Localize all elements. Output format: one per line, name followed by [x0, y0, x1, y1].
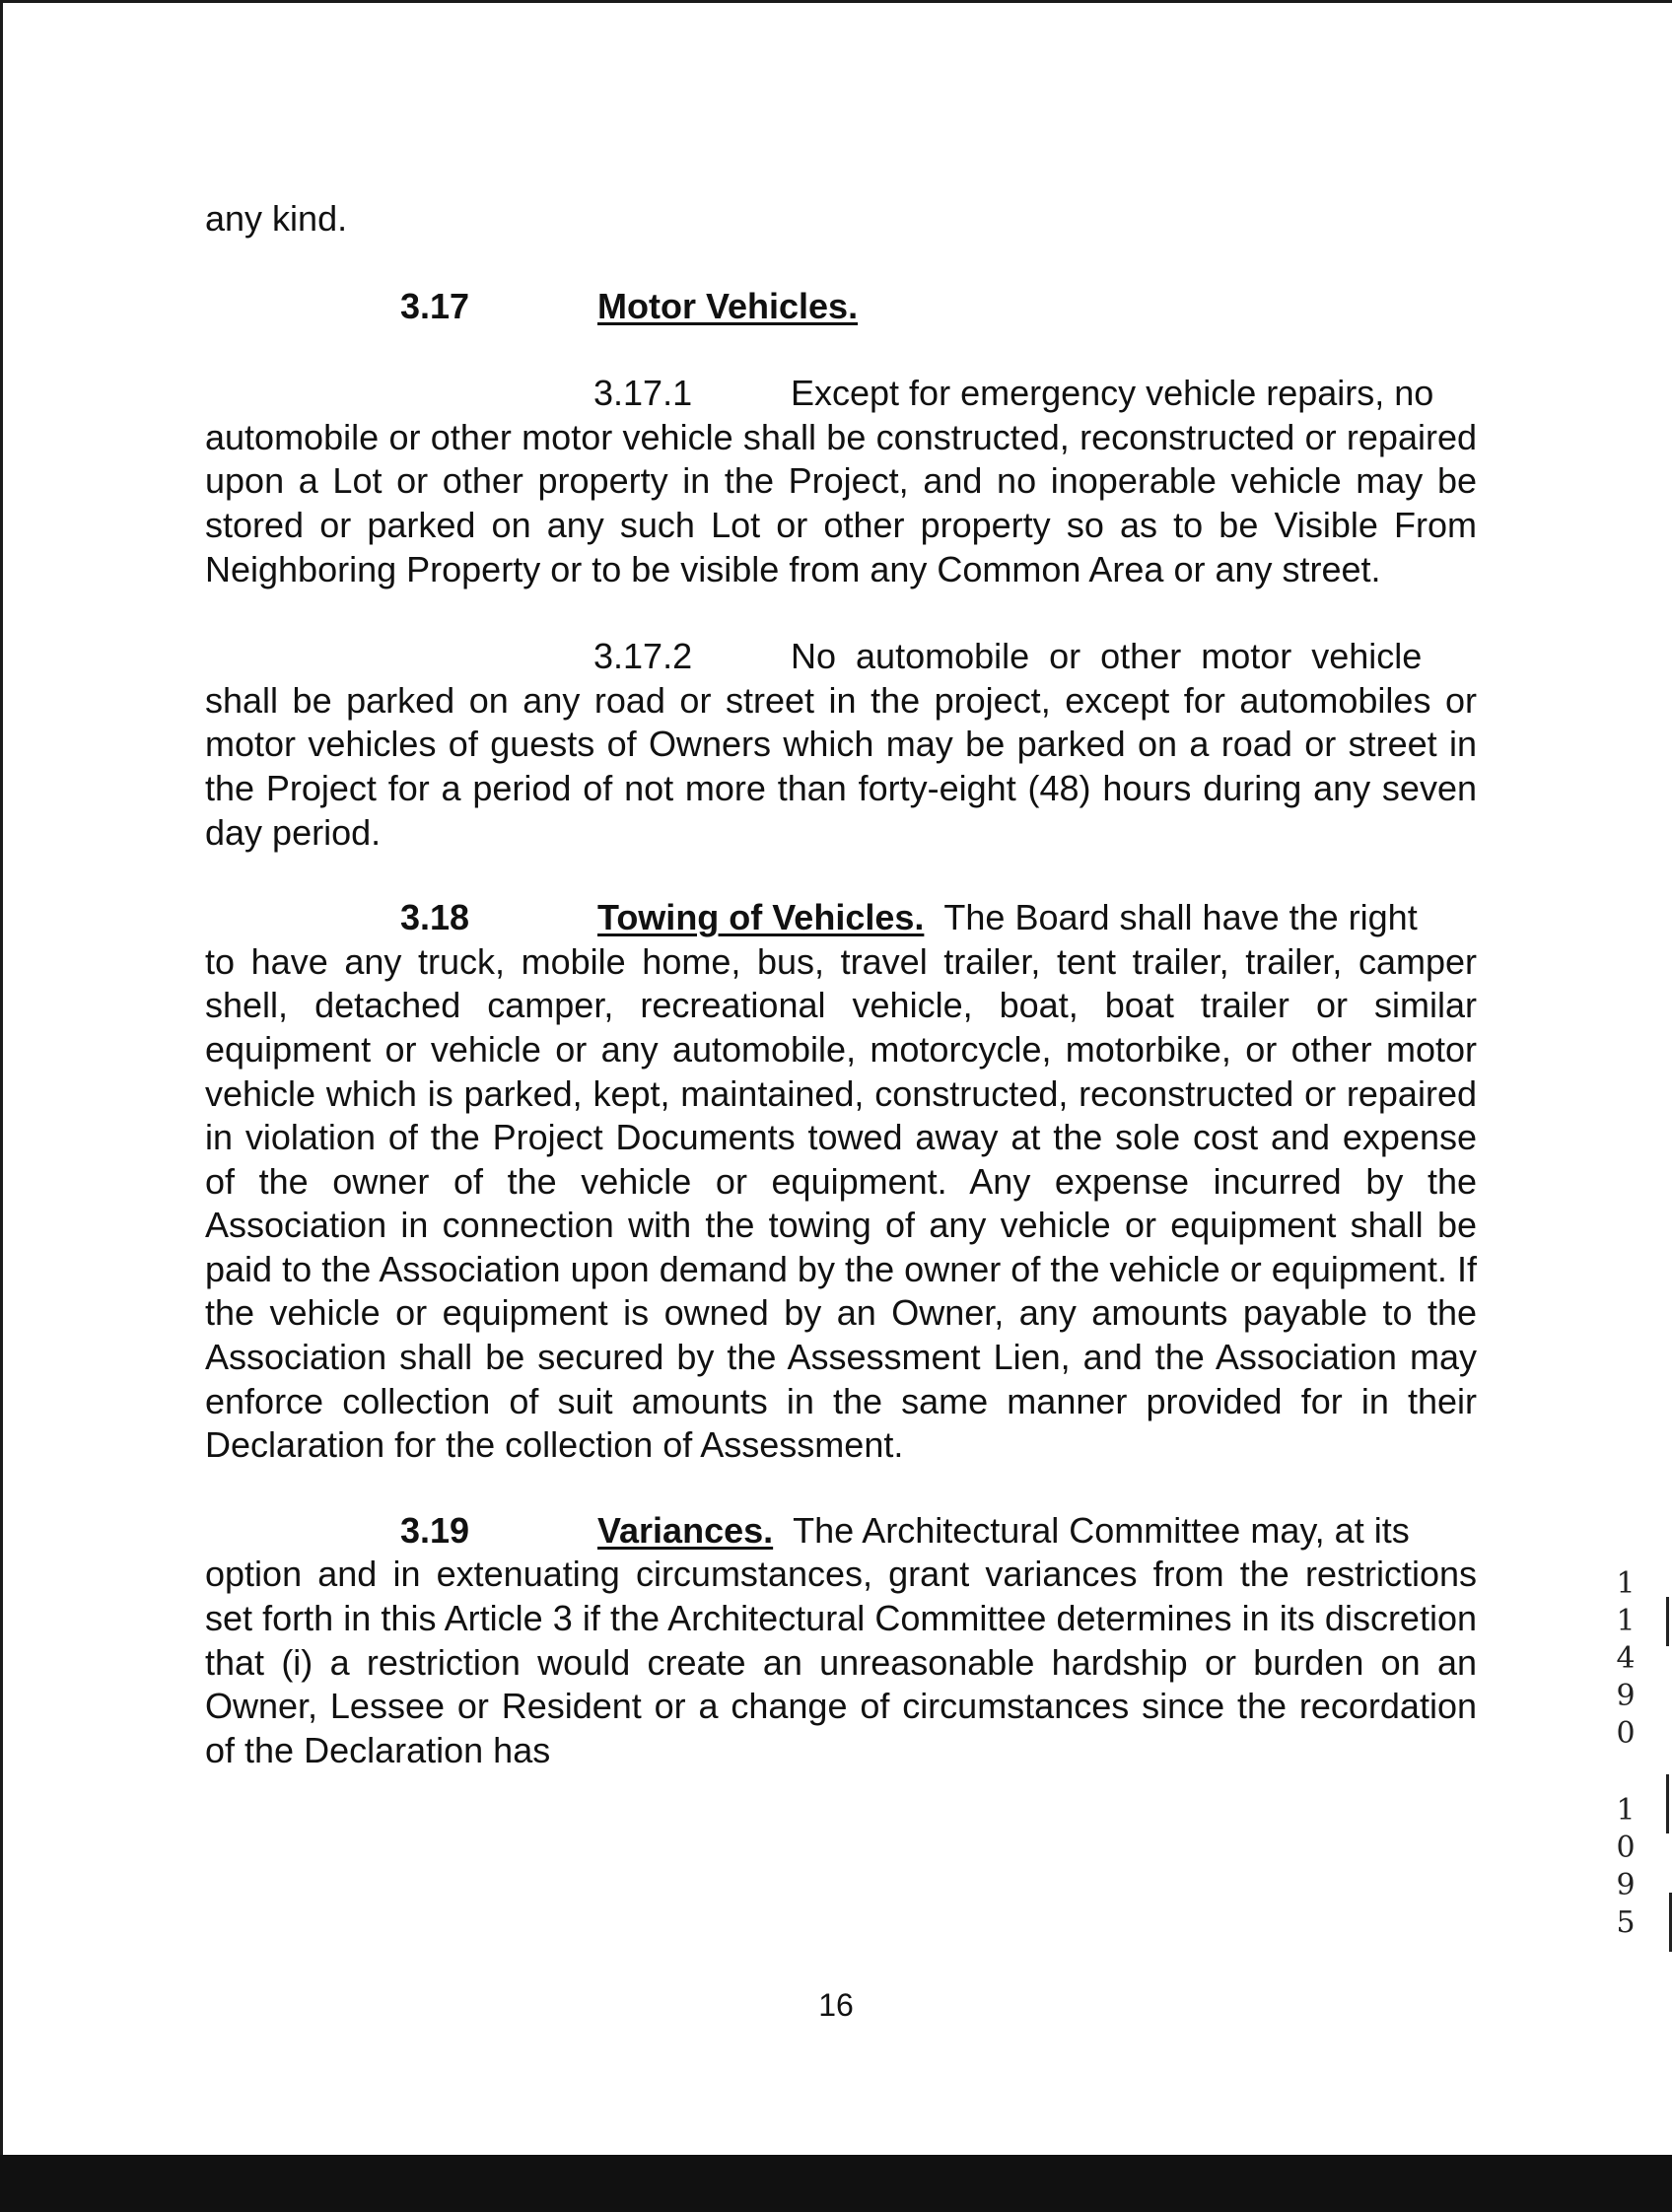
section-3-19-heading: [205, 1509, 1477, 1554]
paragraph-3-17-1: [205, 372, 1477, 416]
section-number: 3.18: [400, 897, 470, 938]
section-number: 3.17: [400, 285, 470, 326]
stamp-digit: 0: [1616, 1831, 1636, 1865]
section-lead: The Architectural Committee may, at its: [793, 1509, 1410, 1551]
subsection-number: 3.17.1: [593, 373, 693, 414]
section-title: Motor Vehicles.: [597, 285, 859, 326]
scan-edge-mark: [1666, 1774, 1669, 1833]
stamp-digit: 0: [1616, 1716, 1636, 1751]
section-title: Towing of Vehicles.: [597, 897, 925, 938]
intro-text: any kind.: [205, 198, 348, 239]
section-title: Variances.: [597, 1509, 774, 1551]
stamp-digit: 1: [1616, 1793, 1636, 1828]
stamp-digit: 9: [1616, 1868, 1636, 1902]
section-3-18-body: to have any truck, mobile home, bus, travel trailer, tent trailer, trailer, camper shell, detached camper, recreational vehicle, boat, boat trailer or similar equipment or vehicle or any automobile, motorcycle, motorbike, or other motor vehicle which is parked, kept, maintained, constructed, reconstructed or repaired in violation of the Project Documents towed away at the sole cost and expense of the owner of the vehicle or equipment. Any expense incurred by the Association in connection with the towing of any vehicle or equipment shall be paid to the Association upon demand by the owner of the vehicle or equipment. If the vehicle or equipment is owned by an Owner, any amounts payable to the Association shall be secured by the Assessment Lien, and the Association may enforce collection of suit amounts in the same manner provided for in their Declaration for the collection of Assessment.: [205, 940, 1477, 1466]
scan-edge-left: [0, 0, 3, 2212]
subsection-lead: Except for emergency vehicle repairs, no: [791, 373, 1434, 414]
stamp-digit: 1: [1616, 1604, 1636, 1638]
section-lead: The Board shall have the right: [943, 897, 1418, 938]
stamp-digit: 4: [1616, 1641, 1636, 1676]
scan-edge-top: [0, 0, 1672, 3]
section-3-19-body: option and in extenuating circumstances, grant variances from the restrictions set forth in this Article 3 if the Architectural Committee determines in its discretion that (i) a restriction would create an unreasonable hardship or burden on an Owner, Lessee or Resident or a change of circumstances since the recordation of the Declaration has: [205, 1554, 1477, 1770]
stamp-digit: 1: [1616, 1566, 1636, 1601]
recording-stamp: [1613, 1565, 1638, 1942]
page-number: 16: [818, 1987, 854, 2023]
subsection-lead: No automobile or other motor vehicle: [791, 636, 1423, 677]
stamp-digit: 5: [1616, 1905, 1636, 1940]
section-number: 3.19: [400, 1509, 470, 1551]
document-body: [205, 197, 1477, 1772]
scan-edge-mark: [1666, 1597, 1669, 1646]
section-3-18-heading: [205, 896, 1477, 940]
paragraph-3-17-1-body: automobile or other motor vehicle shall be constructed, reconstructed or repaired upon a Lot or other property in the Project, and no inoperable vehicle may be stored or parked on any such Lot or other property so as to be Visible From Neighboring Property or to be visible from any Common Area or any street.: [205, 416, 1477, 589]
subsection-number: 3.17.2: [593, 636, 693, 677]
scan-edge-bottom: [0, 2155, 1672, 2212]
paragraph-3-17-2-body: shall be parked on any road or street in the project, except for automobiles or motor vehicles of guests of Owners which may be parked on a road or street in the Project for a period of not more than forty-eight (48) hours during any seven day period.: [205, 679, 1477, 853]
stamp-digit: 9: [1616, 1679, 1636, 1713]
section-3-17-heading: [205, 285, 1477, 329]
paragraph-3-17-2: [205, 635, 1477, 679]
